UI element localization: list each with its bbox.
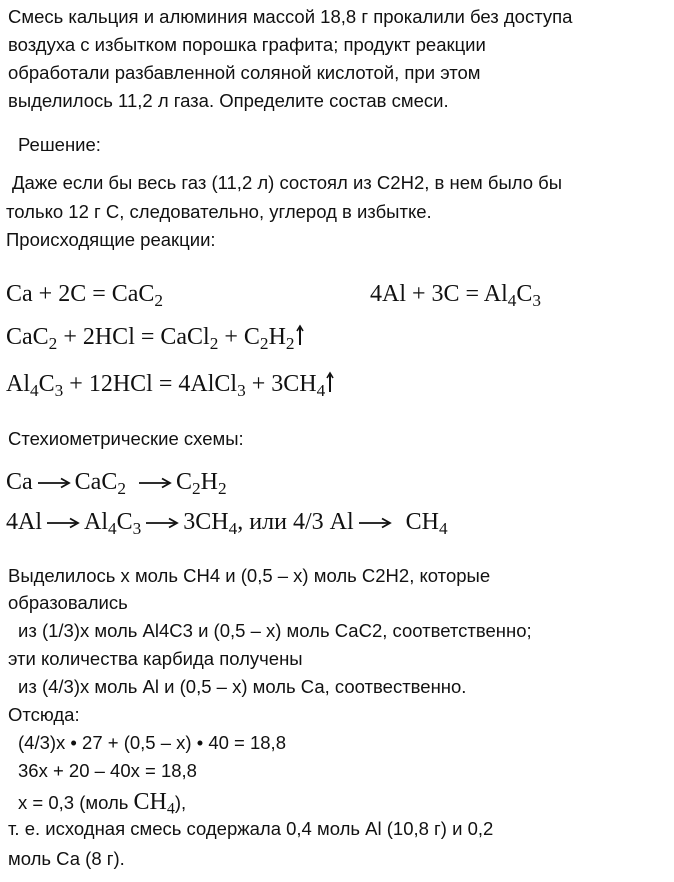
reasoning-line-2: только 12 г С, следовательно, углерод в избытке.: [6, 201, 432, 222]
calc-line-4: эти количества карбида получены: [8, 648, 303, 669]
calc-line-8: 36х + 20 – 40х = 18,8: [18, 760, 197, 781]
right-arrow-icon: [358, 517, 392, 529]
reaction-4: $Al_4C_3 + 12HCl$ = 4AlCl$_3$ + $3CH_4$: [6, 370, 334, 398]
reasoning-line-1: Даже если бы весь газ (11,2 л) состоял из С2Н2, в нем было бы: [12, 172, 563, 193]
schemes-heading: Стехиометрические схемы:: [8, 428, 244, 449]
calc-line-7: (4/3)х • 27 + (0,5 – х) • 40 = 18,8: [18, 732, 286, 753]
gas-up-arrow-icon: [296, 324, 304, 346]
right-arrow-icon: [37, 477, 71, 489]
reaction-1: Ca + 2C = CaC$_2$: [6, 281, 164, 310]
reaction-3: CaC$_2$ + 2HCl = CaCl$_2$ + $C_2H_2$: [6, 323, 304, 351]
right-arrow-icon: [138, 477, 172, 489]
gas-up-arrow-icon: [326, 371, 334, 393]
problem-line-2: воздуха с избытком порошка графита; продукт реакции: [8, 34, 486, 55]
solution-heading: Решение:: [18, 134, 101, 155]
right-arrow-icon: [46, 517, 80, 529]
calc-line-3: из (1/3)х моль Al4C3 и (0,5 – х) моль СаС2, соответственно;: [18, 620, 532, 641]
calc-line-10: т. е. исходная смесь содержала 0,4 моль Al (10,8 г) и 0,2: [8, 818, 494, 839]
reaction-2: $4Al + 3C = Al_4C_3$: [370, 281, 542, 310]
calc-line-6: Отсюда:: [8, 704, 80, 725]
calc-line-5: из (4/3)х моль Al и (0,5 – х) моль Са, соотвественно.: [18, 676, 467, 697]
problem-line-4: выделилось 11,2 л газа. Определите состав смеси.: [8, 90, 449, 111]
scheme-1: Ca CaC$_2$ $C_2H_2$: [6, 469, 227, 498]
calc-line-2: образовались: [8, 592, 128, 613]
problem-line-1: Смесь кальция и алюминия массой 18,8 г прокалили без доступа: [8, 6, 573, 27]
scheme-2: 4Al $Al_4C_3$ $3CH_4$, или 4/3 Al $CH_4$: [6, 509, 448, 538]
calc-line-11: моль Са (8 г).: [8, 848, 125, 869]
reasoning-line-3: Происходящие реакции:: [6, 229, 216, 250]
calc-line-9: х = 0,3 (моль $CH_4$),: [18, 789, 187, 818]
problem-line-3: обработали разбавленной соляной кислотой, при этом: [8, 62, 481, 83]
calc-line-1: Выделилось х моль СН4 и (0,5 – х) моль С2Н2, которые: [8, 565, 491, 586]
right-arrow-icon: [145, 517, 179, 529]
